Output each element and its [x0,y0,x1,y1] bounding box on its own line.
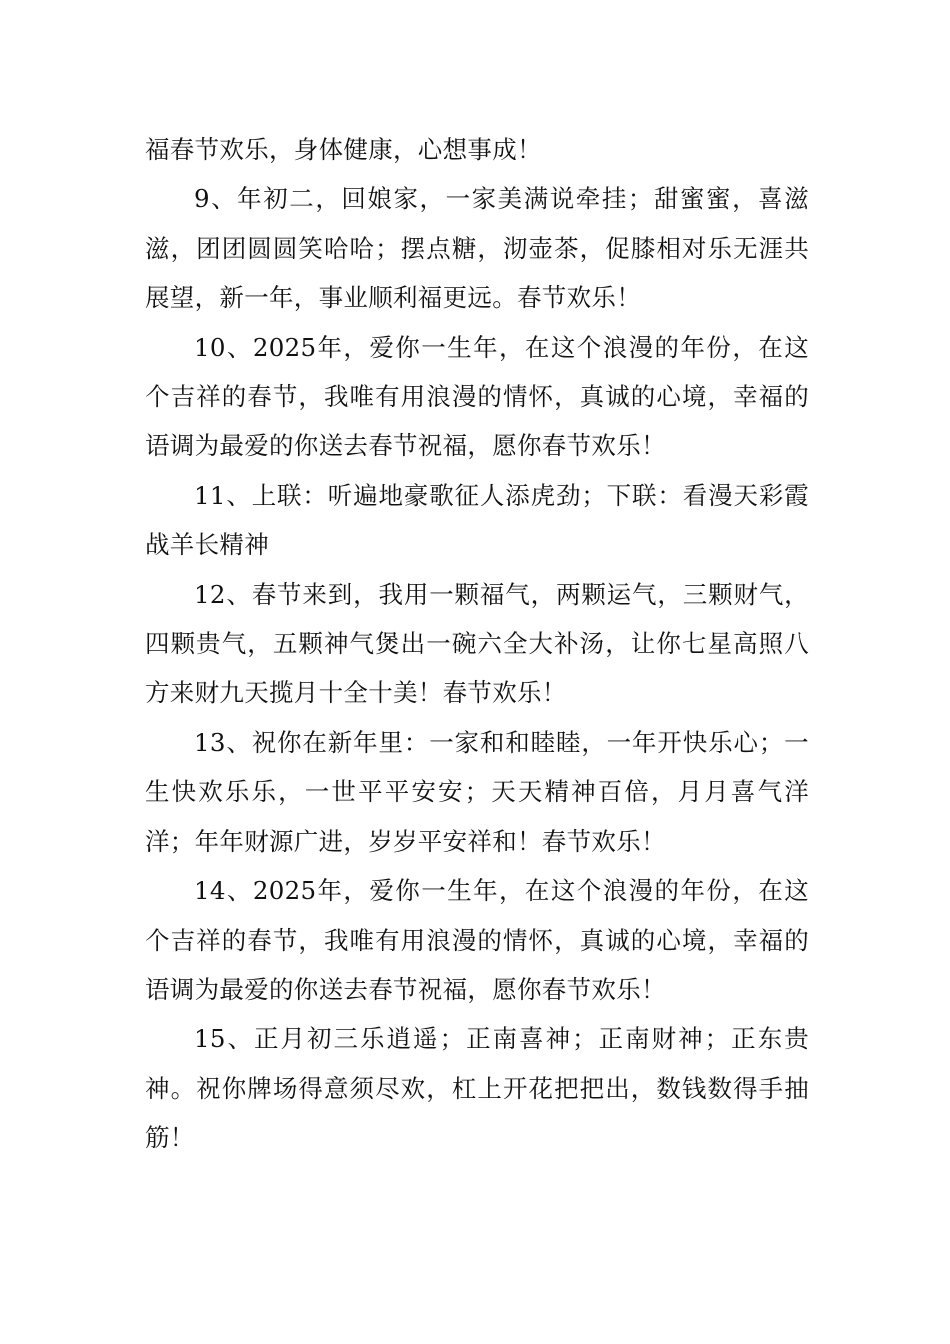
paragraph-11: 11、上联：听遍地豪歌征人添虎劲；下联：看漫天彩霞战羊长精神 [145,480,809,560]
paragraph-12: 12、春节来到，我用一颗福气，两颗运气，三颗财气，四颗贵气，五颗神气煲出一碗六全大补汤，让你七星高照八方来财九天揽月十全十美！春节欢乐！ [145,579,809,708]
paragraph-9: 9、年初二，回娘家，一家美满说牵挂；甜蜜蜜，喜滋滋，团团圆圆笑哈哈；摆点糖，沏壶茶，促膝相对乐无涯共展望，新一年，事业顺利福更远。春节欢乐！ [145,184,809,313]
paragraph-10: 10、2025年，爱你一生年，在这个浪漫的年份，在这个吉祥的春节，我唯有用浪漫的情怀，真诚的心境，幸福的语调为最爱的你送去春节祝福，愿你春节欢乐！ [145,332,809,461]
paragraph-15: 15、正月初三乐逍遥；正南喜神；正南财神；正东贵神。祝你牌场得意须尽欢，杠上开花把把出，数钱数得手抽筋！ [145,1024,809,1153]
paragraph-13: 13、祝你在新年里：一家和和睦睦，一年开快乐心；一生快欢乐乐，一世平平安安；天天精神百倍，月月喜气洋洋；年年财源广进，岁岁平安祥和！春节欢乐！ [145,727,809,856]
document-body [145,125,809,1163]
paragraph-14: 14、2025年，爱你一生年，在这个浪漫的年份，在这个吉祥的春节，我唯有用浪漫的情怀，真诚的心境，幸福的语调为最爱的你送去春节祝福，愿你春节欢乐！ [145,876,809,1004]
paragraph-continuation: 福春节欢乐，身体健康，心想事成！ [145,135,542,164]
